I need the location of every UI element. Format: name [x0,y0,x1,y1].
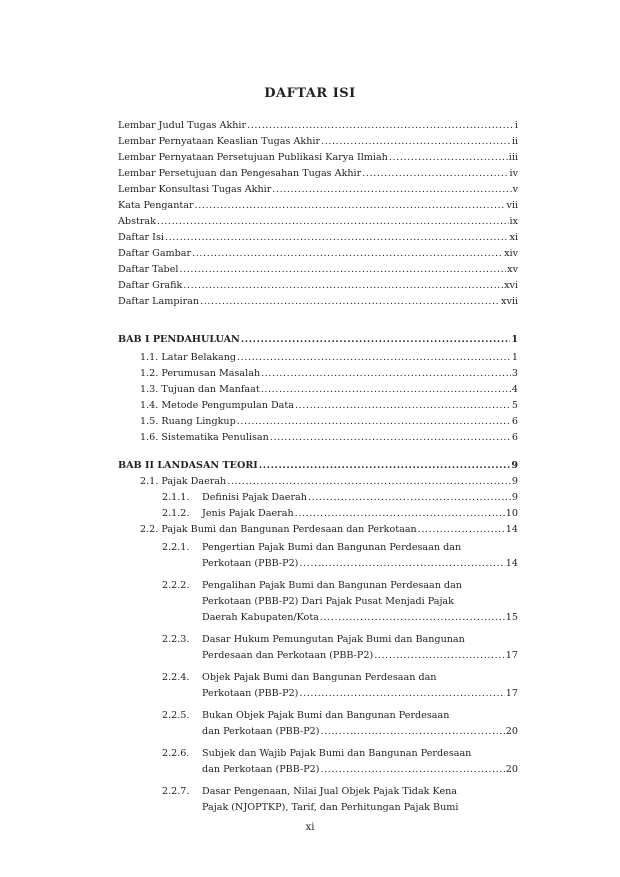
toc-label: Kata Pengantar [118,200,194,211]
toc-entry-2-2-2-line2: Perkotaan (PBB-P2) Dari Pajak Pusat Menjadi Pajak [202,596,454,607]
toc-label: 1.5. Ruang Lingkup [140,416,236,427]
leader-dots [321,764,505,775]
toc-entry-1-1 [140,352,518,363]
toc-number: 2.2.7. [162,786,190,797]
toc-page-number: 14 [505,524,518,535]
toc-number: 2.2.6. [162,748,190,759]
toc-label: Daftar Lampiran [118,296,200,307]
toc-page-number: ix [509,216,518,227]
toc-label-text: Jenis Pajak Daerah [202,508,294,519]
toc-label: 1.4. Metode Pengumpulan Data [140,400,294,411]
toc-label: Lembar Konsultasi Tugas Akhir [118,184,272,195]
toc-entry-lembar-judul [118,120,518,131]
toc-label-text: Dasar Hukum Pemungutan Pajak Bumi dan Bangunan [202,634,465,645]
page-title: DAFTAR ISI [264,86,356,101]
leader-dots [270,432,511,443]
leader-dots [247,120,514,131]
toc-page-number: 9 [511,460,518,471]
toc-entry-2-2-6-line1 [162,748,471,759]
toc-page-number: 3 [511,368,518,379]
toc-label-text: Pengertian Pajak Bumi dan Bangunan Perdesaan dan [202,542,462,553]
toc-entry-2-2-2-line3 [202,612,518,623]
toc-chapter-bab-ii [118,460,518,471]
leader-dots [320,612,505,623]
toc-entry-2-2-7-line2: Pajak (NJOPTKP), Tarif, dan Perhitungan Pajak Bumi [202,802,459,813]
leader-dots [183,280,503,291]
toc-label-text: Bukan Objek Pajak Bumi dan Bangunan Perdesaan [202,710,450,721]
toc-label-text: Subjek dan Wajib Pajak Bumi dan Bangunan Perdesaan [202,748,472,759]
toc-entry-2-2-2-line1 [162,580,462,591]
toc-entry-2-2-5-line2 [202,726,518,737]
toc-label-text: Daerah Kabupaten/Kota [202,612,319,623]
toc-entry-abstrak [118,216,518,227]
toc-page-number: 14 [505,558,518,569]
toc-page-number: 1 [511,352,518,363]
toc-entry-2-2-3-line1 [162,634,465,645]
leader-dots [272,184,511,195]
leader-dots [362,168,508,179]
leader-dots [259,460,511,471]
toc-label-text: Perkotaan (PBB-P2) [202,688,299,699]
toc-entry-2-2-3-line2 [202,650,518,661]
toc-page-number: 9 [511,492,518,503]
toc-page-number: 9 [511,476,518,487]
toc-page-number: 17 [505,650,518,661]
leader-dots [321,136,511,147]
toc-page-number: 6 [511,416,518,427]
leader-dots [261,368,511,379]
leader-dots [261,384,511,395]
leader-dots [295,508,505,519]
toc-page-number: xvii [501,296,518,307]
toc-page-number: 5 [511,400,518,411]
toc-page-number: iii [508,152,518,163]
toc-label: Abstrak [118,216,156,227]
leader-dots [321,726,505,737]
toc-label-text: Dasar Pengenaan, Nilai Jual Objek Pajak Tidak Kena [202,786,458,797]
toc-entry-1-6 [140,432,518,443]
toc-label: 1.2. Perumusan Masalah [140,368,261,379]
toc-entry-daftar-tabel [118,264,518,275]
toc-number: 2.2.5. [162,710,190,721]
toc-label-text: Pengalihan Pajak Bumi dan Bangunan Perdesaan dan [202,580,462,591]
leader-dots [295,400,511,411]
toc-label-text: Objek Pajak Bumi dan Bangunan Perdesaan dan [202,672,437,683]
toc-entry-1-3 [140,384,518,395]
leader-dots [227,476,511,487]
leader-dots [192,248,503,259]
toc-page-number: 17 [505,688,518,699]
leader-dots [299,558,504,569]
toc-chapter-label: BAB I PENDAHULUAN [118,334,240,345]
leader-dots [179,264,506,275]
toc-page-number: 20 [505,764,518,775]
leader-dots [389,152,508,163]
toc-label: 2.1. Pajak Daerah [140,476,227,487]
leader-dots [157,216,509,227]
toc-label: 1.6. Sistematika Penulisan [140,432,269,443]
toc-entry-daftar-isi [118,232,518,243]
toc-entry-2-1 [140,476,518,487]
toc-entry-2-2-1-line2 [202,558,518,569]
leader-dots [237,352,511,363]
toc-page-number: 20 [505,726,518,737]
toc-label: Daftar Isi [118,232,164,243]
toc-number: 2.1.1. [162,492,190,503]
toc-page-number: 10 [505,508,518,519]
toc-entry-2-2-4-line2 [202,688,518,699]
toc-label [162,492,307,503]
toc-page-number: vii [506,200,518,211]
toc-page-number: 6 [511,432,518,443]
toc-entry-2-1-1 [162,492,518,503]
toc-entry-2-2-4-line1 [162,672,437,683]
leader-dots [195,200,506,211]
toc-page-number: v [512,184,518,195]
toc-entry-pernyataan-keaslian [118,136,518,147]
page-number-footer: xi [305,822,315,833]
toc-label: 2.2. Pajak Bumi dan Bangunan Perdesaan dan Perkotaan [140,524,417,535]
toc-entry-daftar-grafik [118,280,518,291]
toc-entry-2-2-1-line1 [162,542,461,553]
toc-entry-persetujuan-pengesahan [118,168,518,179]
leader-dots [237,416,511,427]
leader-dots [241,334,510,345]
toc-entry-daftar-gambar [118,248,518,259]
toc-page-number: xv [507,264,518,275]
toc-label: Daftar Grafik [118,280,183,291]
toc-number: 2.2.4. [162,672,190,683]
toc-label: 1.1. Latar Belakang [140,352,237,363]
toc-number: 2.2.1. [162,542,190,553]
leader-dots [418,524,505,535]
toc-page-number: xi [509,232,518,243]
toc-label: Lembar Pernyataan Persetujuan Publikasi Karya Ilmiah [118,152,388,163]
toc-label [162,508,294,519]
toc-number: 2.2.2. [162,580,190,591]
toc-entry-kata-pengantar [118,200,518,211]
leader-dots [299,688,504,699]
toc-number: 2.1.2. [162,508,190,519]
toc-chapter-label: BAB II LANDASAN TEORI [118,460,258,471]
toc-entry-daftar-lampiran [118,296,518,307]
leader-dots [374,650,505,661]
toc-label: Lembar Persetujuan dan Pengesahan Tugas Akhir [118,168,362,179]
toc-label-text: dan Perkotaan (PBB-P2) [202,764,320,775]
toc-page-number: 1 [511,334,518,345]
toc-label: Daftar Tabel [118,264,179,275]
toc-entry-2-1-2 [162,508,518,519]
leader-dots [165,232,509,243]
toc-entry-1-4 [140,400,518,411]
toc-page-number: 15 [505,612,518,623]
toc-page-number: xvi [504,280,518,291]
toc-page-number: iv [509,168,518,179]
toc-entry-2-2 [140,524,518,535]
toc-chapter-bab-i [118,334,518,345]
toc-page-number: ii [511,136,518,147]
toc-entry-2-2-7-line1 [162,786,457,797]
toc-number: 2.2.3. [162,634,190,645]
toc-label-text: Definisi Pajak Daerah [202,492,307,503]
leader-dots [308,492,511,503]
toc-label: Lembar Judul Tugas Akhir [118,120,247,131]
toc-label: Daftar Gambar [118,248,192,259]
toc-label-text: dan Perkotaan (PBB-P2) [202,726,320,737]
toc-label: 1.3. Tujuan dan Manfaat [140,384,260,395]
toc-entry-1-2 [140,368,518,379]
toc-entry-persetujuan-publikasi [118,152,518,163]
toc-entry-2-2-6-line2 [202,764,518,775]
toc-label-text: Perkotaan (PBB-P2) [202,558,299,569]
toc-entry-konsultasi [118,184,518,195]
toc-label: Lembar Pernyataan Keaslian Tugas Akhir [118,136,321,147]
toc-entry-2-2-5-line1 [162,710,449,721]
toc-page-number: i [514,120,518,131]
toc-label-text: Perdesaan dan Perkotaan (PBB-P2) [202,650,374,661]
leader-dots [200,296,500,307]
toc-page-number: 4 [511,384,518,395]
toc-entry-1-5 [140,416,518,427]
toc-page-number: xiv [504,248,518,259]
